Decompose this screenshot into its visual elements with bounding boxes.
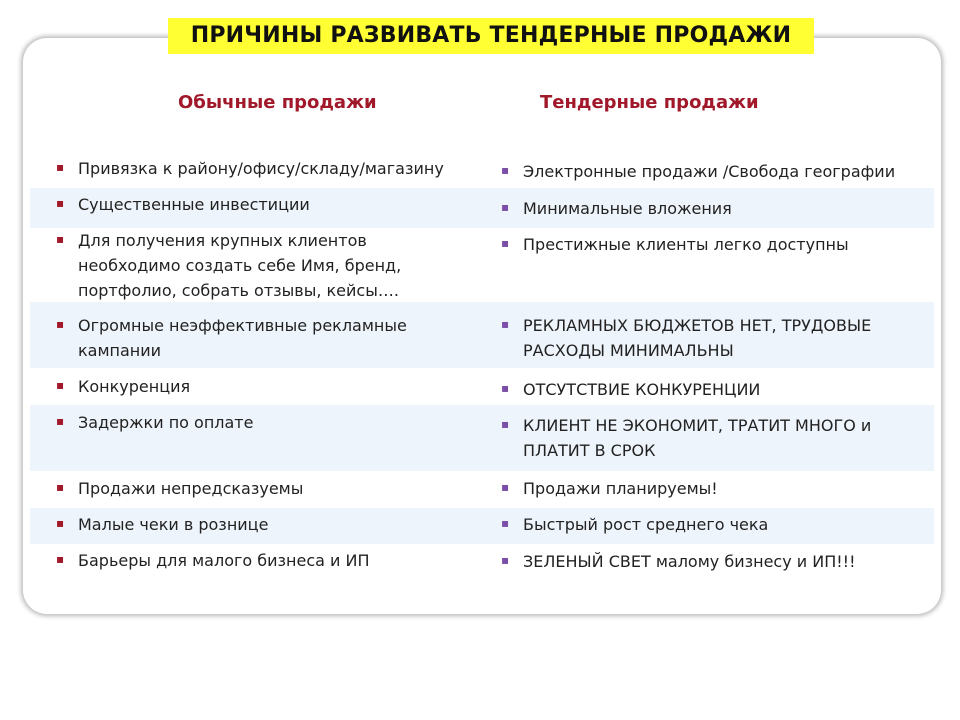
right-column-heading: Тендерные продажи xyxy=(540,92,759,113)
bullet-icon: ▪ xyxy=(56,552,65,566)
bullet-icon: ▪ xyxy=(56,160,65,174)
left-list-item: ▪ Огромные неэффективные рекламные кампании xyxy=(78,313,463,363)
bullet-icon: ▪ xyxy=(56,378,65,392)
bullet-icon: ▪ xyxy=(56,196,65,210)
bullet-icon: ▪ xyxy=(501,236,510,250)
right-list-item: ▪ Быстрый рост среднего чека xyxy=(523,512,933,537)
bullet-icon: ▪ xyxy=(56,232,65,246)
right-list-item: ▪ Продажи планируемы! xyxy=(523,476,933,501)
bullet-icon: ▪ xyxy=(501,381,510,395)
slide-title: ПРИЧИНЫ РАЗВИВАТЬ ТЕНДЕРНЫЕ ПРОДАЖИ xyxy=(168,18,814,54)
right-list-item: ▪ ОТСУТСТВИЕ КОНКУРЕНЦИИ xyxy=(523,377,933,402)
right-list-item: ▪ КЛИЕНТ НЕ ЭКОНОМИТ, ТРАТИТ МНОГО и ПЛАТИТ В СРОК xyxy=(523,413,933,463)
bullet-icon: ▪ xyxy=(56,516,65,530)
bullet-icon: ▪ xyxy=(56,317,65,331)
left-list-item: ▪ Барьеры для малого бизнеса и ИП xyxy=(78,548,463,573)
right-list-item: ▪ Престижные клиенты легко доступны xyxy=(523,232,933,257)
bullet-icon: ▪ xyxy=(56,414,65,428)
bullet-icon: ▪ xyxy=(501,317,510,331)
bullet-icon: ▪ xyxy=(501,480,510,494)
left-list-item: ▪ Привязка к району/офису/складу/магазину xyxy=(78,156,463,181)
left-list-item: ▪ Конкуренция xyxy=(78,374,463,399)
right-list-item: ▪ Минимальные вложения xyxy=(523,196,933,221)
bullet-icon: ▪ xyxy=(501,516,510,530)
bullet-icon: ▪ xyxy=(501,417,510,431)
bullet-icon: ▪ xyxy=(501,163,510,177)
left-column-heading: Обычные продажи xyxy=(178,92,377,113)
bullet-icon: ▪ xyxy=(501,553,510,567)
left-list-item: ▪ Продажи непредсказуемы xyxy=(78,476,463,501)
right-list-item: ▪ РЕКЛАМНЫХ БЮДЖЕТОВ НЕТ, ТРУДОВЫЕ РАСХОДЫ МИНИМАЛЬНЫ xyxy=(523,313,933,363)
right-list-item: ▪ ЗЕЛЕНЫЙ СВЕТ малому бизнесу и ИП!!! xyxy=(523,549,933,574)
left-list-item: ▪ Малые чеки в рознице xyxy=(78,512,463,537)
left-list-item: ▪ Для получения крупных клиентов необходимо создать себе Имя, бренд, портфолио, собрать отзывы, кейсы…. xyxy=(78,228,463,303)
right-list-item: ▪ Электронные продажи /Свобода географии xyxy=(523,159,933,184)
bullet-icon: ▪ xyxy=(56,480,65,494)
left-list-item: ▪ Существенные инвестиции xyxy=(78,192,463,217)
left-list-item: ▪ Задержки по оплате xyxy=(78,410,463,435)
bullet-icon: ▪ xyxy=(501,200,510,214)
